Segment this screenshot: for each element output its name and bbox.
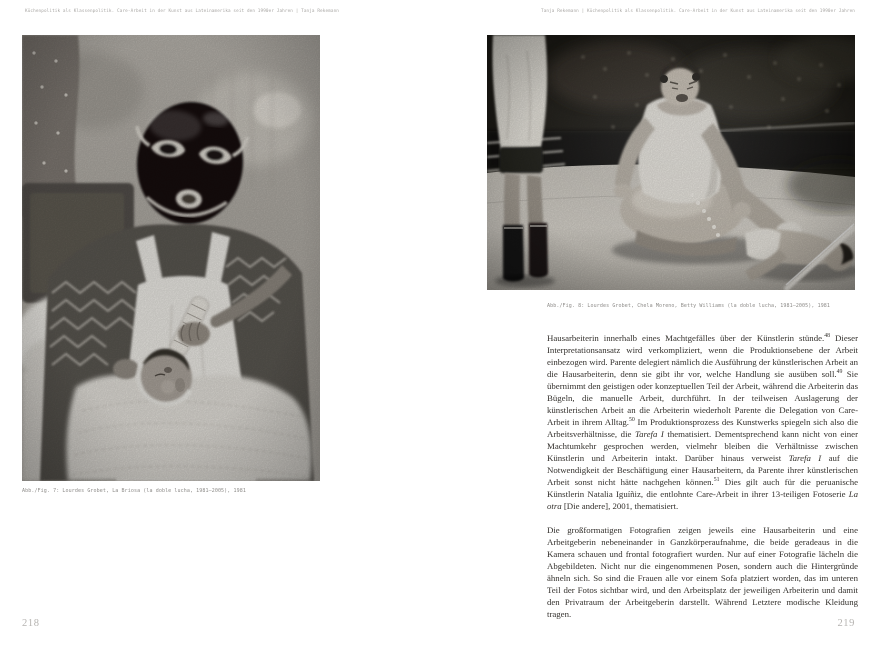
running-head-left: Küchenpolitik als Klassenpolitik. Care-Arbeit in der Kunst aus Lateinamerika seit den 1990er Jahren | Tanja Rekemann xyxy=(25,9,340,14)
figure-8-caption: Abb./Fig. 8: Lourdes Grobet, Chela Moreno, Betty Williams (la doble lucha, 1981–2005), 1981 xyxy=(547,303,831,309)
figure-8-photo-la-doble-lucha xyxy=(487,35,855,290)
page-number-219: 219 xyxy=(837,618,855,629)
figure-7-photo-la-briosa xyxy=(22,35,320,481)
page-number-218: 218 xyxy=(22,618,40,629)
body-paragraph: Hausarbeiterin innerhalb eines Machtgefälles über der Künstlerin stünde.$^{48}$ Dieser Interpretationsansatz wird verkompliziert, wenn die Produktionsebene der Arbeit einbezogen wird. Parente delegiert nämlich die Ausführung der künstlerischen Arbeit an die Hausarbeiterin, denn sie gibt ihr vor, welche Handlung sie ausüben soll.$^{49}$ Sie übernimmt den geistigen oder konzeptuellen Teil der Arbeit, während die Arbeiterin das Bügeln, die manuelle Arbeit, durchführt. In der teilweisen Auslagerung der künstlerischen Arbeit an die Arbeiterin wiederholt Parente die Delegation von Care-Arbeit in ihrem Alltag.$^{50}$ Im Produktionsprozess des Kunstwerks spiegeln sich also die Arbeitsverhältnisse, die Tarefa I thematisiert. Dementsprechend kann nicht von einer Machtumkehr gesprochen werden, vielmehr bleiben die Verhältnisse zwischen Künstlerin und Arbeiterin intakt. Darüber hinaus verweist Tarefa I auf die Notwendigkeit der Beschäftigung einer Hausarbeitern, da Parente ihrer künstlerischen Arbeit sonst nicht hätte nachgehen können.$^{51}$ Dies gilt auch für die peruanische Künstlerin Natalia Iguíñiz, die entlohnte Care-Arbeit in ihrer 13-teiligen Fotoserie La otra [Die andere], 2001, thematisiert. xyxy=(547,333,859,511)
running-head-right: Tanja Rekemann | Küchenpolitik als Klassenpolitik. Care-Arbeit in der Kunst aus Lateinamerika seit den 1990er Jahren xyxy=(540,9,855,14)
body-text xyxy=(547,332,858,632)
figure-7-caption: Abb./Fig. 7: Lourdes Grobet, La Briosa (la doble lucha, 1981–2005), 1981 xyxy=(22,488,246,494)
body-paragraph: Die großformatigen Fotografien zeigen jeweils eine Hausarbeiterin und eine Arbeitgeberin nebeneinander in Ganzkörperaufnahme, die beide geradeaus in die Kamera schauen und frontal fotografiert wurden. Nur auf einer Fotografie lächeln die Abgebildeten. Nicht nur die eingenommenen Posen, sondern auch die Hintergründe ähneln sich. So sind die Frauen alle vor einem Sofa platziert worden, das im unteren Teil der Fotos sichtbar wird, und den Arbeitsplatz der jeweiligen Arbeiterin und damit den Privatraum der Arbeitgeberin darstellt. Während Letztere modische Kleidung tragen. xyxy=(547,525,858,619)
